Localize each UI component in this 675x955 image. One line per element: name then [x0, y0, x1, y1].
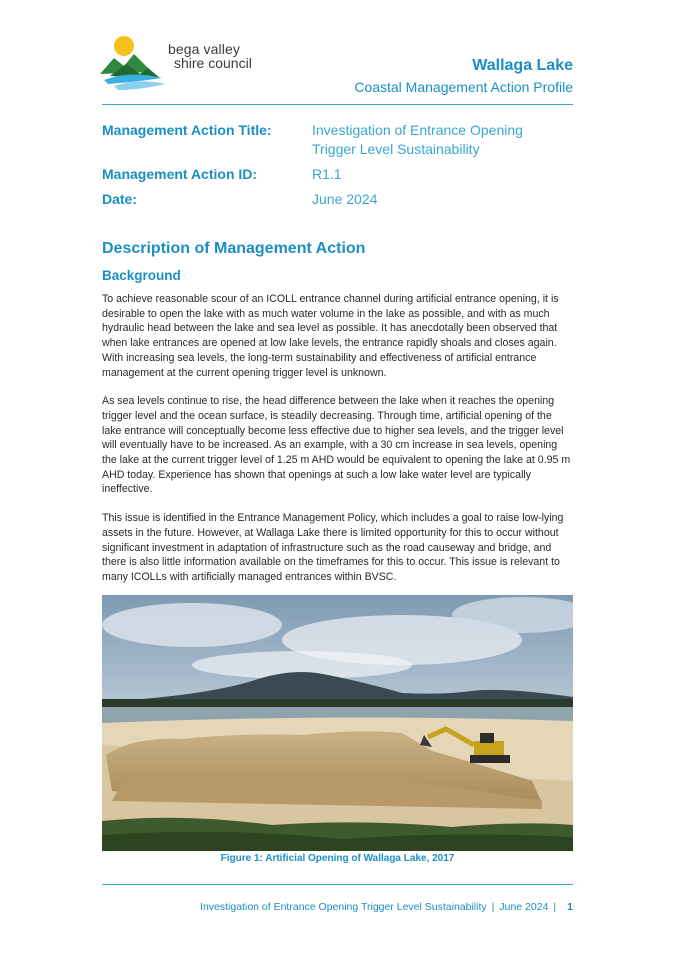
meta-id-label: Management Action ID:	[102, 166, 258, 182]
footer-date: June 2024	[499, 901, 549, 913]
meta-row-title	[102, 121, 573, 159]
paragraph: To achieve reasonable scour of an ICOLL entrance channel during artificial entrance opening, it is desirable to open the lake with as much water volume in the lake as possible, and with as much hydraulic head between the lake and sea level as possible. It has anecdotally been observed that when lake entrances are opened at low lake levels, the entrance rapidly shoals and closes again. With increasing sea levels, the long-term sustainability and effectiveness of artificial entrance management at the current opening trigger level is unknown.	[102, 293, 559, 379]
action-metadata	[102, 121, 573, 215]
figure-caption: Figure 1: Artificial Opening of Wallaga Lake, 2017	[220, 853, 455, 864]
meta-date-value: June 2024	[312, 191, 378, 207]
page-footer	[200, 901, 573, 913]
meta-id-value: R1.1	[312, 166, 342, 182]
body-text	[102, 292, 573, 599]
document-subtitle: Coastal Management Action Profile	[354, 79, 573, 95]
photo-illustration	[102, 595, 573, 851]
paragraph: This issue is identified in the Entrance Management Policy, which includes a goal to raise low-lying assets in the future. However, at Wallaga Lake there is limited opportunity for this to occur without significant investment in adaptation of infrastructure such as the road causeway and bridge, and there is also little information available on the timeframes for this to occur. This issue is relevant to many ICOLLs with artificially managed entrances within BVSC.	[102, 512, 564, 583]
logo-text-line2: shire council	[174, 55, 252, 71]
document-title: Wallaga Lake	[472, 57, 573, 74]
meta-date-label: Date:	[102, 191, 138, 207]
logo-mark-icon	[100, 34, 170, 94]
section-subheading: Background	[102, 268, 181, 283]
header-divider	[102, 104, 573, 105]
meta-title-value: Investigation of Entrance Opening Trigger Level Sustainability	[312, 122, 523, 157]
logo-text-line1: bega valley	[168, 41, 240, 57]
council-logo	[100, 34, 270, 94]
footer-divider	[102, 884, 573, 885]
footer-document-title: Investigation of Entrance Opening Trigger Level Sustainability	[200, 901, 487, 913]
meta-row-id	[102, 165, 573, 184]
meta-row-date	[102, 190, 573, 209]
footer-separator: |	[553, 901, 557, 913]
footer-separator: |	[491, 901, 495, 913]
paragraph: As sea levels continue to rise, the head difference between the lake when it reaches the opening trigger level and the ocean surface, is steadily decreasing. Through time, artificial opening of the lake entrance will conceptually become less effective due to higher sea levels, and the trigger level will eventually have to be increased. As an example, with a 30 cm increase in sea levels, opening the lake at the current trigger level of 1.25 m AHD would be equivalent to opening the lake at 0.95 m AHD today. Experience has shown that openings at such a low lake water level are typically ineffective.	[102, 395, 571, 496]
page-number: 1	[567, 901, 573, 913]
meta-title-label: Management Action Title:	[102, 122, 272, 138]
section-heading: Description of Management Action	[102, 240, 366, 257]
entrance-opening-photo	[102, 595, 573, 851]
